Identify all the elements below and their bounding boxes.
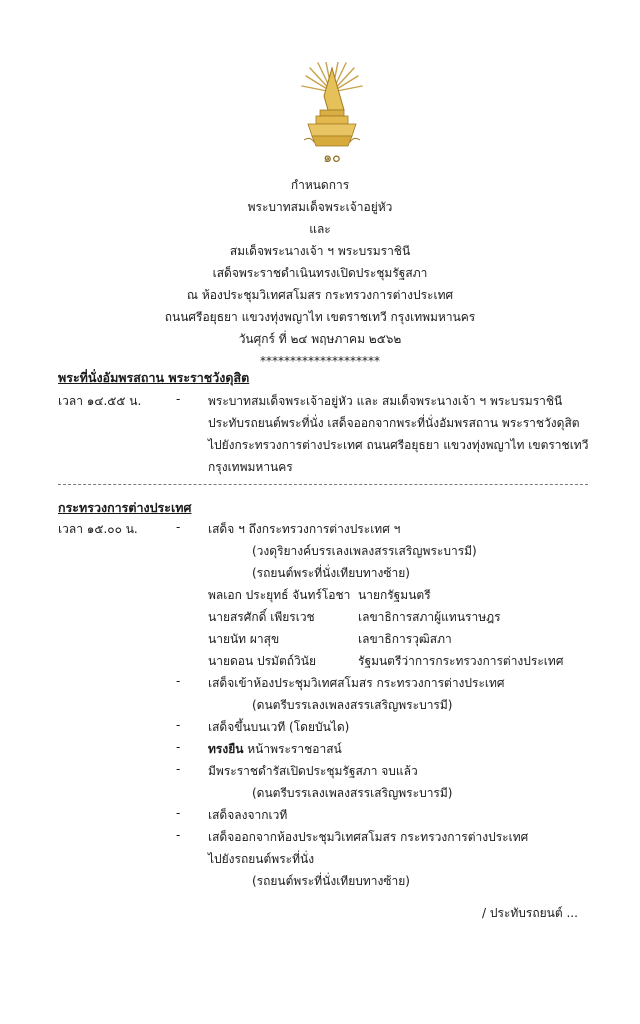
entry-note: (รถยนต์พระที่นั่งเทียบทางซ้าย) [252, 874, 410, 888]
entry-text: เสด็จ ฯ ถึงกระทรวงการต่างประเทศ ฯ [208, 522, 401, 536]
royal-emblem [300, 62, 364, 166]
heading-line: และ [309, 222, 331, 236]
official-name: นายดอน ปรมัตถ์วินัย [208, 654, 316, 668]
entry-note: (วงดุริยางค์บรรเลงเพลงสรรเสริญพระบารมี) [252, 544, 477, 558]
entry-text: ไปยังรถยนต์พระที่นั่ง [208, 852, 315, 866]
dash: - [176, 762, 181, 776]
entry-text: เสด็จขึ้นบนเวที (โดยบันได) [208, 720, 350, 734]
entry-text: กรุงเทพมหานคร [208, 460, 293, 474]
entry-text: ไปยังกระทรวงการต่างประเทศ ถนนศรีอยุธยา แขวงทุ่งพญาไท เขตราชเทวี [208, 438, 589, 452]
heading-block [0, 174, 640, 372]
dash: - [176, 740, 181, 754]
entry-text: เสด็จลงจากเวที [208, 808, 288, 822]
section-divider [58, 484, 588, 485]
official-name: นายนัท ผาสุข [208, 632, 280, 646]
star-separator: ******************** [260, 354, 380, 368]
entry-text: เสด็จเข้าห้องประชุมวิเทศสโมสร กระทรวงการต่างประเทศ [208, 676, 505, 690]
official-title: รัฐมนตรีว่าการกระทรวงการต่างประเทศ [358, 654, 564, 668]
section-title-mfa: กระทรวงการต่างประเทศ [58, 500, 192, 515]
dash: - [176, 718, 181, 732]
entry-note: (ดนตรีบรรเลงเพลงสรรเสริญพระบารมี) [252, 698, 453, 712]
heading-line: พระบาทสมเด็จพระเจ้าอยู่หัว [247, 200, 393, 214]
entry-text: เสด็จออกจากห้องประชุมวิเทศสโมสร กระทรวงการต่างประเทศ [208, 830, 529, 844]
entry-text: มีพระราชดำรัสเปิดประชุมรัฐสภา จบแล้ว [208, 764, 418, 778]
official-name: พลเอก ประยุทธ์ จันทร์โอชา [208, 588, 351, 602]
dash: - [176, 520, 181, 534]
heading-line: กำหนดการ [290, 178, 350, 192]
official-title: เลขาธิการสภาผู้แทนราษฎร [358, 610, 501, 624]
svg-text:๑๐: ๑๐ [323, 150, 341, 166]
official-title: เลขาธิการวุฒิสภา [358, 632, 452, 646]
entry-note: (รถยนต์พระที่นั่งเทียบทางซ้าย) [252, 566, 410, 580]
official-name: นายสรศักดิ์ เพียรเวช [208, 610, 315, 624]
time-label: เวลา ๑๔.๕๕ น. [58, 394, 142, 408]
official-title: นายกรัฐมนตรี [358, 588, 431, 602]
entry-text [208, 740, 342, 759]
section-title-ambara: พระที่นั่งอัมพรสถาน พระราชวังดุสิต [58, 370, 250, 385]
heading-line: สมเด็จพระนางเจ้า ฯ พระบรมราชินี [229, 244, 411, 258]
entry-text: พระบาทสมเด็จพระเจ้าอยู่หัว และ สมเด็จพระนางเจ้า ฯ พระบรมราชินี [208, 394, 563, 408]
entry-text-rest: หน้าพระราชอาสน์ [243, 742, 342, 756]
heading-line: ถนนศรีอยุธยา แขวงทุ่งพญาไท เขตราชเทวี กรุงเทพมหานคร [164, 310, 476, 324]
entry-text: ประทับรถยนต์พระที่นั่ง เสด็จออกจากพระที่นั่งอัมพรสถาน พระราชวังดุสิต [208, 416, 580, 430]
bold-text: ทรงยืน [208, 742, 244, 756]
dash: - [176, 806, 181, 820]
time-label: เวลา ๑๕.๐๐ น. [58, 522, 138, 536]
dash: - [176, 392, 181, 406]
dash: - [176, 828, 181, 842]
dash: - [176, 674, 181, 688]
entry-note: (ดนตรีบรรเลงเพลงสรรเสริญพระบารมี) [252, 786, 453, 800]
heading-line: วันศุกร์ ที่ ๒๔ พฤษภาคม ๒๕๖๒ [238, 332, 402, 346]
heading-line: ณ ห้องประชุมวิเทศสโมสร กระทรวงการต่างประเทศ [186, 288, 454, 302]
heading-line: เสด็จพระราชดำเนินทรงเปิดประชุมรัฐสภา [212, 266, 428, 280]
continuation-note: / ประทับรถยนต์ ... [482, 906, 578, 920]
